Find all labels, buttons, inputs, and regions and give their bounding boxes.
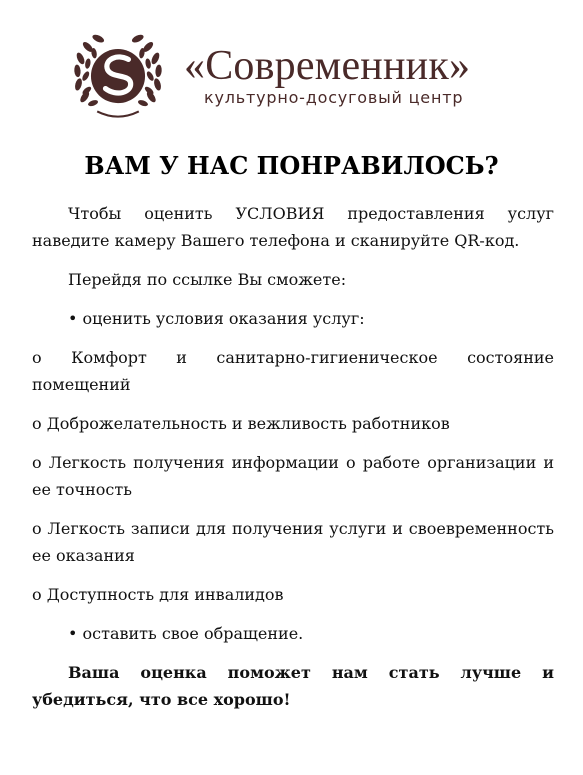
intro-paragraph: Чтобы оценить УСЛОВИЯ предоставления услуг наведите камеру Вашего телефона и сканируйте QR-код.	[32, 204, 554, 250]
list-item-booking: o Легкость записи для получения услуги и своевременность ее оказания	[32, 519, 554, 565]
organization-logo	[64, 18, 583, 128]
list-item-information: o Легкость получения информации о работе организации и ее точность	[32, 453, 554, 499]
organization-name: «Современник»	[184, 43, 471, 89]
organization-subtitle: культурно-досуговый центр	[204, 88, 464, 107]
bullet-rate-conditions: • оценить условия оказания услуг:	[68, 309, 365, 328]
document-body	[32, 200, 554, 725]
bullet-leave-feedback: • оставить свое обращение.	[68, 624, 304, 643]
page-title: ВАМ У НАС ПОНРАВИЛОСЬ?	[84, 151, 499, 180]
link-intro-paragraph: Перейдя по ссылке Вы сможете:	[68, 270, 347, 289]
list-item-accessibility: o Доступность для инвалидов	[32, 585, 284, 604]
list-item-comfort: o Комфорт и санитарно-гигиеническое состояние помещений	[32, 348, 554, 394]
laurel-wreath-emblem-icon	[66, 22, 170, 126]
closing-paragraph: Ваша оценка поможет нам стать лучше и убедиться, что все хорошо!	[32, 663, 554, 709]
list-item-courtesy: o Доброжелательность и вежливость работников	[32, 414, 450, 433]
